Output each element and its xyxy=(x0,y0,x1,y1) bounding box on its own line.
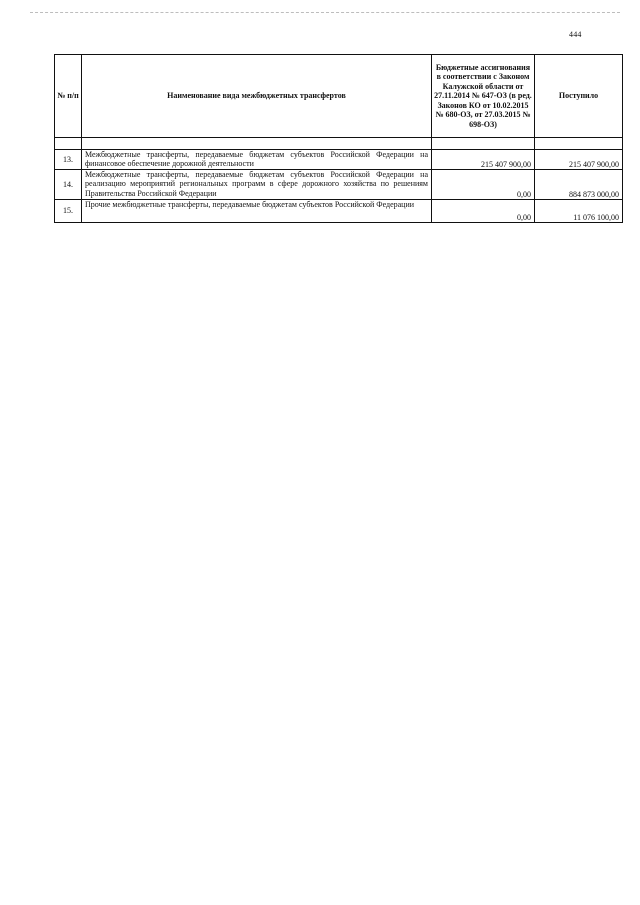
row-name: Межбюджетные трансферты, передаваемые бюджетам субъектов Российской Федерации на реализацию мероприятий региональных программ в сфере дорожного хозяйства по решениям Правительства Российской Федерации xyxy=(82,170,432,200)
row-name: Межбюджетные трансферты, передаваемые бюджетам субъектов Российской Федерации на финансовое обеспечение дорожной деятельности xyxy=(82,150,432,170)
row-received: 11 076 100,00 xyxy=(535,200,623,223)
row-assigned: 0,00 xyxy=(432,170,535,200)
row-assigned: 215 407 900,00 xyxy=(432,150,535,170)
row-name: Прочие межбюджетные трансферты, передаваемые бюджетам субъектов Российской Федерации xyxy=(82,200,432,223)
table-body xyxy=(55,138,623,223)
row-num: 15. xyxy=(55,200,82,223)
row-assigned: 0,00 xyxy=(432,200,535,223)
spacer-cell xyxy=(535,138,623,150)
table-row xyxy=(55,150,623,170)
scan-artifact-line xyxy=(30,12,620,13)
header-num: № п/п xyxy=(55,55,82,138)
row-num: 14. xyxy=(55,170,82,200)
header-row xyxy=(55,55,623,138)
table-header xyxy=(55,55,623,138)
header-assigned: Бюджетные ассигнования в соответствии с Законом Калужской области от 27.11.2014 № 647-ОЗ (в ред. Законов КО от 10.02.2015 № 680-ОЗ, от 27.03.2015 № 698-ОЗ) xyxy=(432,55,535,138)
row-received: 215 407 900,00 xyxy=(535,150,623,170)
table-row xyxy=(55,200,623,223)
row-num: 13. xyxy=(55,150,82,170)
header-received: Поступило xyxy=(535,55,623,138)
page-number: 444 xyxy=(569,30,582,39)
table-row xyxy=(55,170,623,200)
header-name: Наименование вида межбюджетных трансфертов xyxy=(82,55,432,138)
spacer-cell xyxy=(432,138,535,150)
table-spacer-row xyxy=(55,138,623,150)
row-received: 884 873 000,00 xyxy=(535,170,623,200)
budget-transfers-table xyxy=(54,54,623,223)
spacer-cell xyxy=(55,138,82,150)
spacer-cell xyxy=(82,138,432,150)
